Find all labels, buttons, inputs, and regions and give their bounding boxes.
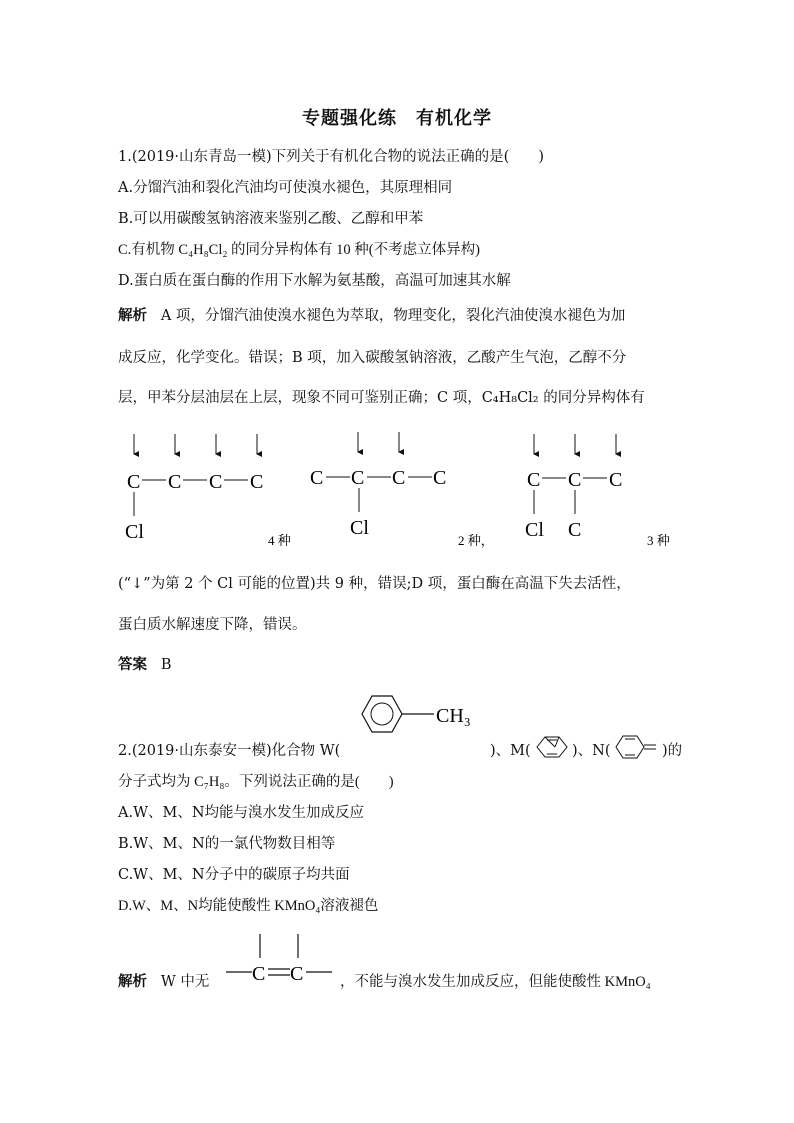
isomer-3-c3: C: [609, 469, 623, 491]
q1-after-line-2: 蛋白质水解速度下降，错误。: [118, 617, 307, 633]
q2-option-d: D.W、M、N均能使酸性 KMnO₄溶液褪色: [118, 898, 379, 914]
q1-after-line-1: (“↓”为第 2 个 Cl 可能的位置)共 9 种，错误;D 项，蛋白酶在高温下失去活性，: [118, 576, 631, 592]
q2-analysis-suffix: ，不能与溴水发生加成反应，但能使酸性 KMnO₄: [340, 974, 651, 990]
q2-n-prefix: )、N(: [572, 743, 611, 759]
isomer-2: [326, 432, 432, 512]
isomer-1-c4: C: [250, 471, 264, 493]
q1-analysis-label: 解析: [118, 308, 147, 324]
double-bond-c2: C: [290, 963, 304, 985]
isomer-3-cl: Cl: [525, 519, 544, 541]
norbornadiene-structure: [533, 733, 571, 761]
q2-analysis-prefix: W 中无: [160, 974, 210, 990]
q2-option-b: B.W、M、N的一氯代物数目相等: [118, 836, 336, 852]
q2-option-c: C.W、M、N分子中的碳原子均共面: [118, 867, 350, 883]
isomer-1-c3: C: [209, 471, 223, 493]
isomer-2-cl: Cl: [350, 517, 369, 539]
double-bond-structure: [226, 930, 338, 990]
isomer-2-count: 2 种，: [458, 533, 494, 548]
q1-option-b: B.可以用碳酸氢钠溶液来鉴别乙酸、乙醇和甲苯: [118, 211, 424, 227]
q1-answer-value: B: [160, 657, 172, 673]
q1-option-a: A.分馏汽油和裂化汽油均可使溴水褪色，其原理相同: [118, 180, 453, 196]
isomer-2-c2: C: [351, 467, 365, 489]
q1-analysis-line-1: 解析 A 项，分馏汽油使溴水褪色为萃取，物理变化，裂化汽油使溴水褪色为加: [118, 308, 626, 324]
q2-stem-line-2: 分子式均为 C₇H₈。下列说法正确的是( ): [118, 774, 394, 790]
double-bond-c1: C: [252, 963, 266, 985]
isomer-1-c2: C: [168, 471, 182, 493]
q1-option-c: C.有机物 C₄H₈Cl₂ 的同分异构体有 10 种(不考虑立体异构): [118, 242, 480, 258]
q1-analysis-line-3: 层，甲苯分层油层在上层，现象不同可鉴别正确；C 项，C₄H₈Cl₂ 的同分异构体有: [118, 390, 645, 406]
q2-stem-line-1: 2.(2019·山东泰安一模)化合物 W(: [118, 743, 341, 759]
isomer-2-c4: C: [433, 467, 447, 489]
isomer-3-c1: C: [527, 469, 541, 491]
isomer-3-count: 3 种: [647, 533, 670, 548]
q2-option-a: A.W、M、N均能与溴水发生加成反应: [118, 805, 365, 821]
q1-option-d: D.蛋白质在蛋白酶的作用下水解为氨基酸，高温可加速其水解: [118, 273, 511, 289]
isomer-1-c1: C: [127, 471, 141, 493]
q2-analysis: [118, 972, 209, 992]
q2-analysis-label: 解析: [118, 974, 147, 990]
isomer-3-c2: C: [568, 469, 582, 491]
q1-answer-label: 答案: [118, 657, 147, 673]
isomer-2-c1: C: [310, 467, 324, 489]
page-title: 专题强化练 有机化学: [302, 108, 492, 129]
isomer-2-c3: C: [392, 467, 406, 489]
methyl-group-label: CH₃: [436, 705, 471, 727]
q1-stem: 1.(2019·山东青岛一模)下列关于有机化合物的说法正确的是( ): [118, 149, 544, 165]
q2-m-prefix: )、M(: [490, 743, 531, 759]
q1-analysis-line-2: 成反应，化学变化。错误；B 项，加入碳酸氢钠溶液，乙酸产生气泡，乙醇不分: [118, 350, 627, 366]
isomer-1: [134, 434, 257, 516]
q2-stem-suffix: )的: [662, 743, 683, 759]
isomer-1-cl: Cl: [125, 521, 144, 543]
methylenecyclohexadiene-structure: [612, 733, 662, 761]
isomer-1-count: 4 种: [268, 533, 291, 548]
isomer-3-ch3: C: [568, 519, 582, 541]
toluene-structure: [352, 690, 502, 742]
isomer-structures: [110, 432, 690, 562]
q1-answer: [118, 655, 171, 675]
